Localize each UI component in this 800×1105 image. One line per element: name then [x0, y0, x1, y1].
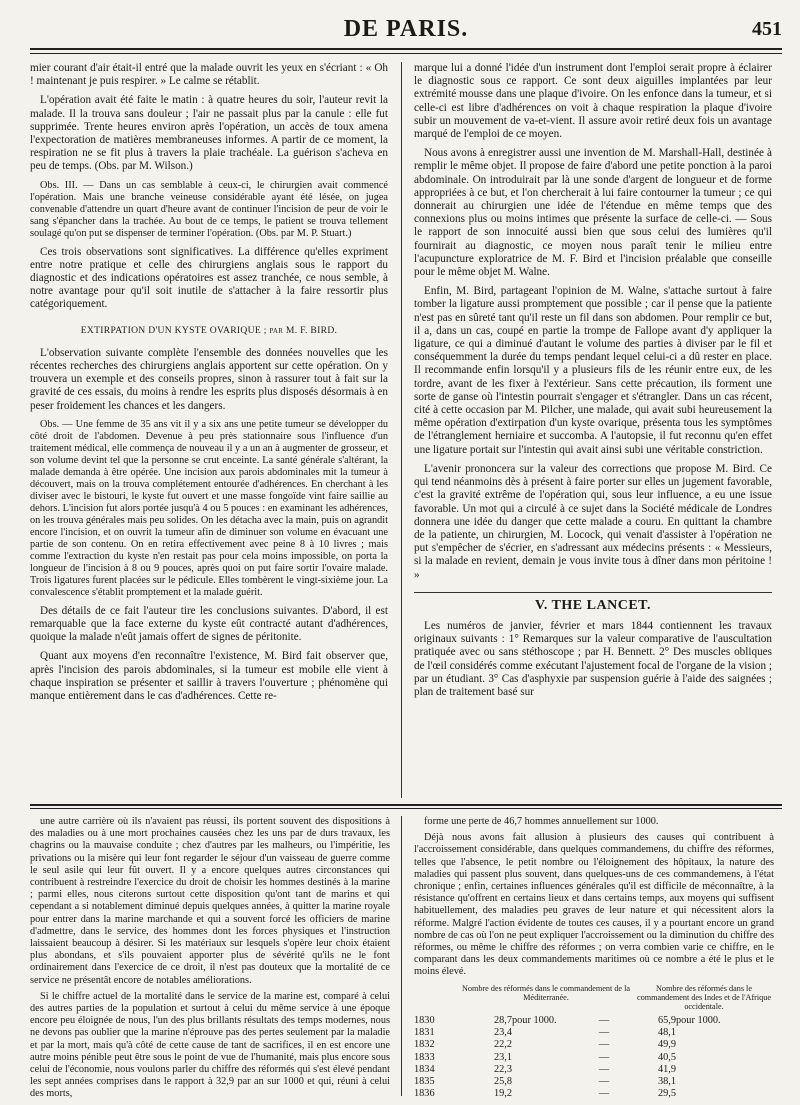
- unit-cell: pour 1000.: [512, 1014, 557, 1026]
- table-row: [414, 1088, 774, 1100]
- feuilleton-rule: [30, 808, 782, 809]
- feuilleton-rule: [30, 804, 782, 806]
- table-row: [414, 1015, 774, 1027]
- paragraph: L'opération avait été faite le matin : à quatre heures du soir, l'auteur revit la malade. Il la trouva sans douleur ; l'air ne passait plus par la canule : elle fut supprimée. Trente heures environ après l'opération, un accès de toux amena l'expectoration de matières membraneuses informes. A partir de ce moment, la respiration ne se fit plus à travers la plaie trachéale. La guérison s'acheva en peu de temps. (Obs. par M. Wilson.): [30, 94, 388, 173]
- paragraph: Si le chiffre actuel de la mortalité dans le service de la marine est, comparé à celui des autres parties de la population et surtout à celui du même service à une époque encore peu éloignée de nous, l'un des plus brillants résultats des temps modernes, nous ne devons pas oublier que la marine n'éprouve pas des pertes seulement par la maladie et par la mort, mais qu'à côté de cette cause de tant de sacrifices, il en est encore une autre moins pénible peut être sous le point de vue de l'humanité, mais plus encore sous celui de l'économie, nous voulons parler du chiffre des réformés qui s'est élevé pendant les sept années comprises dans le rapport à 32,9 par an sur 1000 et qui, réuni à celui des morts,: [30, 990, 390, 1100]
- paragraph: Enfin, M. Bird, partageant l'opinion de M. Walne, s'attache surtout à faire tomber la ligature aussi promptement que possible ; car il pense que la patiente n'est pas en sûreté tant qu'il reste un fil dans son abdomen. Pour remplir ce but, il a, dans un cas, coupé en partie la trompe de Fallope avant d'y appliquer la ligature, ce qui a diminué d'autant le volume des parties à diviser par le fil et conséquemment la durée du temps pendant lequel celui-ci a dû rester en place. Il recommande enfin lorsqu'il y a plusieurs fils de les réunir entre eux, de les tordre, avant de les fixer à l'extérieur. Sans cette précaution, ils forment une sorte de ganse où l'intestin pourrait s'engager et s'étrangler. Dans un cas récent, cité à cette occasion par M. Pilcher, une malade, qui avait subi heureusement la même opération d'extirpation d'un kyste ovarique, présenta tous les symptômes de l'étranglement herniaire et succomba. A l'autopsie, il fut reconnu qu'en effet une ligature portait sur l'intestin qui avait ainsi subi une véritable constriction.: [414, 285, 772, 456]
- indes-value-cell: 40,5: [657, 1051, 676, 1063]
- med-value-cell: 19,2: [493, 1088, 512, 1100]
- table-body: [414, 1015, 774, 1101]
- med-value-cell: 23,4: [493, 1026, 512, 1038]
- dash-cell: —: [598, 1039, 610, 1051]
- year-cell: 1834: [414, 1063, 435, 1075]
- page-number: 451: [752, 18, 782, 40]
- feuilleton-left-column: [30, 816, 390, 1105]
- med-value-cell: 28,7: [493, 1014, 512, 1026]
- paragraph: mier courant d'air était-il entré que la malade ouvrit les yeux en s'écriant : « Oh ! maintenant je puis respirer. » Le calme se rétablit.: [30, 62, 388, 88]
- table-row: [414, 1039, 774, 1051]
- med-value-cell: 22,2: [493, 1039, 512, 1051]
- section-heading: V. THE LANCET.: [414, 592, 772, 612]
- dash-cell: —: [598, 1051, 610, 1063]
- year-cell: 1833: [414, 1051, 435, 1063]
- table-row: [414, 1064, 774, 1076]
- indes-value-cell: 41,9: [657, 1063, 676, 1075]
- table-row: [414, 1076, 774, 1088]
- table-header-indes: Nombre des réformés dans le commandement des Indes et de l'Afrique occidentale.: [636, 983, 772, 1011]
- table-header-row: [414, 983, 774, 1015]
- column-divider: [401, 62, 402, 798]
- running-title: DE PARIS.: [343, 16, 469, 42]
- indes-value-cell: 48,1: [657, 1026, 676, 1038]
- indes-value-cell: 38,1: [657, 1076, 676, 1088]
- paragraph: Nous avons à enregistrer aussi une invention de M. Marshall-Hall, destinée à remplir le même objet. Il propose de faire d'abord une petite ponction à la paroi abdominale. On introduirait par là une sonde d'argent de longueur et de forme appropriées à ce but, et l'on chercherait à lui faire contourner la tumeur ; ce qui donnerait au chirurgien une idée de l'étendue en même temps que des connexions plus ou moins intimes que présente la surface de celle-ci. — Sous le rapport de son innocuité aussi bien que sous celui des lumières qu'il fournirait au diagnostic, ce moyen nous paraît tenir le milieu entre l'acupuncture exploratrice de M. F. Bird et l'incision préalable que conseille pour le même objet M. Walne.: [414, 147, 772, 279]
- med-value-cell: 23,1: [493, 1051, 512, 1063]
- dash-cell: —: [598, 1088, 610, 1100]
- paragraph: marque lui a donné l'idée d'un instrument dont l'emploi serait propre à éclairer le diagnostic sous ce rapport. Ce sont deux aiguilles implantées par leur extrémité mousse dans une plaque d'ivoire. On les enfonce dans la tumeur, et si celle-ci est libre d'adhérences on voit à chaque respiration la plaque d'ivoire subir un mouvement de va-et-vient. Il assure avoir retiré deux fois un avantage marqué de l'emploi de ce moyen.: [414, 62, 772, 141]
- table-row: [414, 1052, 774, 1064]
- main-article: [30, 62, 782, 798]
- dash-cell: —: [598, 1014, 610, 1026]
- year-cell: 1830: [414, 1014, 435, 1026]
- feuilleton: [30, 816, 782, 1100]
- paragraph: Les numéros de janvier, février et mars 1844 contiennent les travaux originaux suivants : 1° Remarques sur la valeur comparative de l'auscultation pratiquée avec ou sans stéthoscope ; par H. Bennett. 2° Des muscles obliques de l'œil considérés comme exécutant l'ajustement focal de l'organe de la vision ; par un étudiant. 3° Cas d'asphyxie par suspension guérie à l'aide des saignées ; plan de traitement basé sur: [414, 619, 772, 698]
- feuilleton-right-column: [414, 816, 774, 1101]
- paragraph: Des détails de ce fait l'auteur tire les conclusions suivantes. D'abord, il est remarquable que la face externe du kyste eût contracté autant d'adhérences, quoique la malade n'eût jamais offert de signes de péritonite.: [30, 604, 388, 644]
- paragraph: L'observation suivante complète l'ensemble des données nouvelles que les récentes recherches des chirurgiens anglais apportent sur cette opération. On y trouvera un exemple et des conseils propres, sinon à rassurer tout à fait sur la gravité de ces essais, du moins à rendre les esprits plus disposés désormais à en peser froidement les chances et les dangers.: [30, 346, 388, 412]
- section-heading: EXTIRPATION D'UN KYSTE OVARIQUE ; par M. F. BIRD.: [80, 324, 338, 336]
- year-cell: 1832: [414, 1039, 435, 1051]
- reform-stats-table: [414, 983, 774, 1101]
- observation-paragraph: Obs. III. — Dans un cas semblable à ceux-ci, le chirurgien avait commencé l'opération. Mais une branche veineuse considérable ayant été lésée, on jugea convenable d'attendre un quart d'heure avant de continuer l'incision de peur de voir le sang s'épancher dans la trachée. Au bout de ce temps, le patient se trouva tellement soulagé qu'on put se dispenser de terminer l'opération. (Obs. par M. P. Stuart.): [30, 179, 388, 239]
- table-row: [414, 1027, 774, 1039]
- year-cell: 1831: [414, 1026, 435, 1038]
- unit-cell: pour 1000.: [676, 1014, 721, 1026]
- table-header-med: Nombre des réformés dans le commandement de la Méditerranée.: [461, 983, 630, 1002]
- year-cell: 1835: [414, 1076, 435, 1088]
- med-value-cell: 25,8: [493, 1076, 512, 1088]
- indes-value-cell: 65,9: [657, 1014, 676, 1026]
- year-cell: 1836: [414, 1088, 435, 1100]
- header-rule: [30, 53, 782, 54]
- indes-value-cell: 29,5: [657, 1088, 676, 1100]
- med-value-cell: 22,3: [493, 1063, 512, 1075]
- paragraph: une autre carrière où ils n'avaient pas réussi, ils portent souvent des dispositions à des maladies ou à une mort prochaines causées chez les uns par de durs travaux, les chagrins ou la mauvaise conduite ; chez d'autres par les malheurs, ou l'impéritie, les privations ou la misère qui leur font regarder le séjour d'un vaisseau de guerre comme le seul asile qui leur fût ouvert. Il y a encore quelques autres circonstances qui contribuent à restreindre l'exercice du droit de choisir les hommes destinés à la marine ; parmi elles, nous citerons surtout cette disposition qu'ont tant de marins et qui cependant a si notablement diminué depuis quelques années, à quitter la marine royale pour entrer dans la marine marchande et qui a souvent forcé les officiers de marine d'admettre, dans le service, des hommes dont les forces physiques et l'instruction laissaient beaucoup à désirer. Si les matériaux sur lesquels s'opère leur choix étaient plus abondans, et s'ils pouvaient apporter plus de sévérité qu'ils ne le font ordinairement dans l'exercice de ce droit, il n'est pas douteux que la mortalité de ce service ne présentât encore de notables améliorations.: [30, 816, 390, 986]
- paragraph: Quant aux moyens d'en reconnaître l'existence, M. Bird fait observer que, après l'incision des parois abdominales, si la tumeur est mobile elle vient à chaque inspiration se présenter et saillir à travers l'ouverture ; phénomène qui manque entièrement dans le cas d'adhérences. Cette re-: [30, 650, 388, 703]
- left-column: [30, 62, 388, 709]
- observation-paragraph: Obs. — Une femme de 35 ans vit il y a six ans une petite tumeur se développer du côté droit de l'abdomen. Devenue à peu près stationnaire sous l'influence d'un traitement médical, elle commença de nouveau il y a un an à augmenter de grosseur, et son volume devint tel que la personne se crut enceinte. La santé générale s'altérant, la malade demanda à être opérée. Une incision aux parois abdominales mit la tumeur à découvert, mais on la trouva complétement entourée d'adhérences. En cherchant à les diviser avec le bistouri, le kyste fut ouvert et une masse fongoïde vint faire saillie au dehors. L'incision fut alors portée jusqu'à 4 ou 5 pouces : en examinant les adhérences, on les trouva générales mais peu solides. On les détacha avec la main, puis on agrandit encore l'incision, et on ouvrit la tumeur afin de diminuer son volume en évacuant une partie de son contenu. On en retira effectivement avec peine 8 à 10 livres ; mais comme l'extraction du kyste n'en restait pas pour cela moins impossible, on porta la longueur de l'incision à 8 ou 9 pouces, après quoi on put faire sortir l'ovaire malade. Trois ligatures furent placées sur le pédicule. Elles tombèrent le vingt-sixième jour. La convalescence s'établit promptement et la malade guérit.: [30, 418, 388, 598]
- dash-cell: —: [598, 1076, 610, 1088]
- paragraph: forme une perte de 46,7 hommes annuellement sur 1000.: [424, 816, 659, 827]
- dash-cell: —: [598, 1063, 610, 1075]
- indes-value-cell: 49,9: [657, 1039, 676, 1051]
- newspaper-page: [30, 14, 782, 1100]
- paragraph: L'avenir prononcera sur la valeur des corrections que propose M. Bird. Ce qui tend néanmoins dès à présent à faire porter sur elles un jugement favorable, c'est la gravité extrême de l'opération qui, sous leur influence, a eu une issue favorable. Un mot qui a circulé à ce sujet dans la Société médicale de Londres donnera une idée du danger que cette malade a couru. En quittant la chambre de la patiente, un chirurgien, M. Locock, qui venait d'assister à l'opération ne put s'empêcher de s'écrier, en s'adressant aux médecins présents : « Messieurs, si la malade en revient, demain je vous invite tous à dîner dans mon péritoine ! »: [414, 462, 772, 581]
- dash-cell: —: [598, 1026, 610, 1038]
- page-header: [30, 14, 782, 50]
- paragraph: Ces trois observations sont significatives. La différence qu'elles expriment entre notre pratique et celle des chirurgiens anglais sous le rapport du diagnostic et des indications opératoires est assez tranchée, ce nous semble, à notre avantage pour qu'il soit inutile de s'attacher à la faire ressortir plus catégoriquement.: [30, 245, 388, 311]
- column-divider: [401, 816, 402, 1096]
- paragraph: Déjà nous avons fait allusion à plusieurs des causes qui contribuent à l'accroissement considérable, dans quelques commandemens, du chiffre des réformes, telles que l'absence, le petit nombre ou l'éloignement des hôpitaux, la nature des maladies qui passent plus souvent, dans quelques-uns de ces commandemens, à l'état chronique ; enfin, certaines influences générales qu'il est difficile de méconnaître, à la résistance qu'offrent en certains lieux et dans certains temps, aux moyens qui suffisent habituellement, des maladies peu graves de leur nature et qui nécessitent alors la réforme. Malgré l'action évidente de toutes ces causes, il y a pourtant encore un grand nombre de cas où l'on ne peut expliquer l'accroissement ou la diminution du chiffre des réformes, ou même le chiffre des réformes ; on verra combien varie ce chiffre, en le comparant dans les deux commandements maritimes où ce nombre a été le plus et le moins élevé.: [414, 832, 774, 978]
- right-column: [414, 62, 772, 705]
